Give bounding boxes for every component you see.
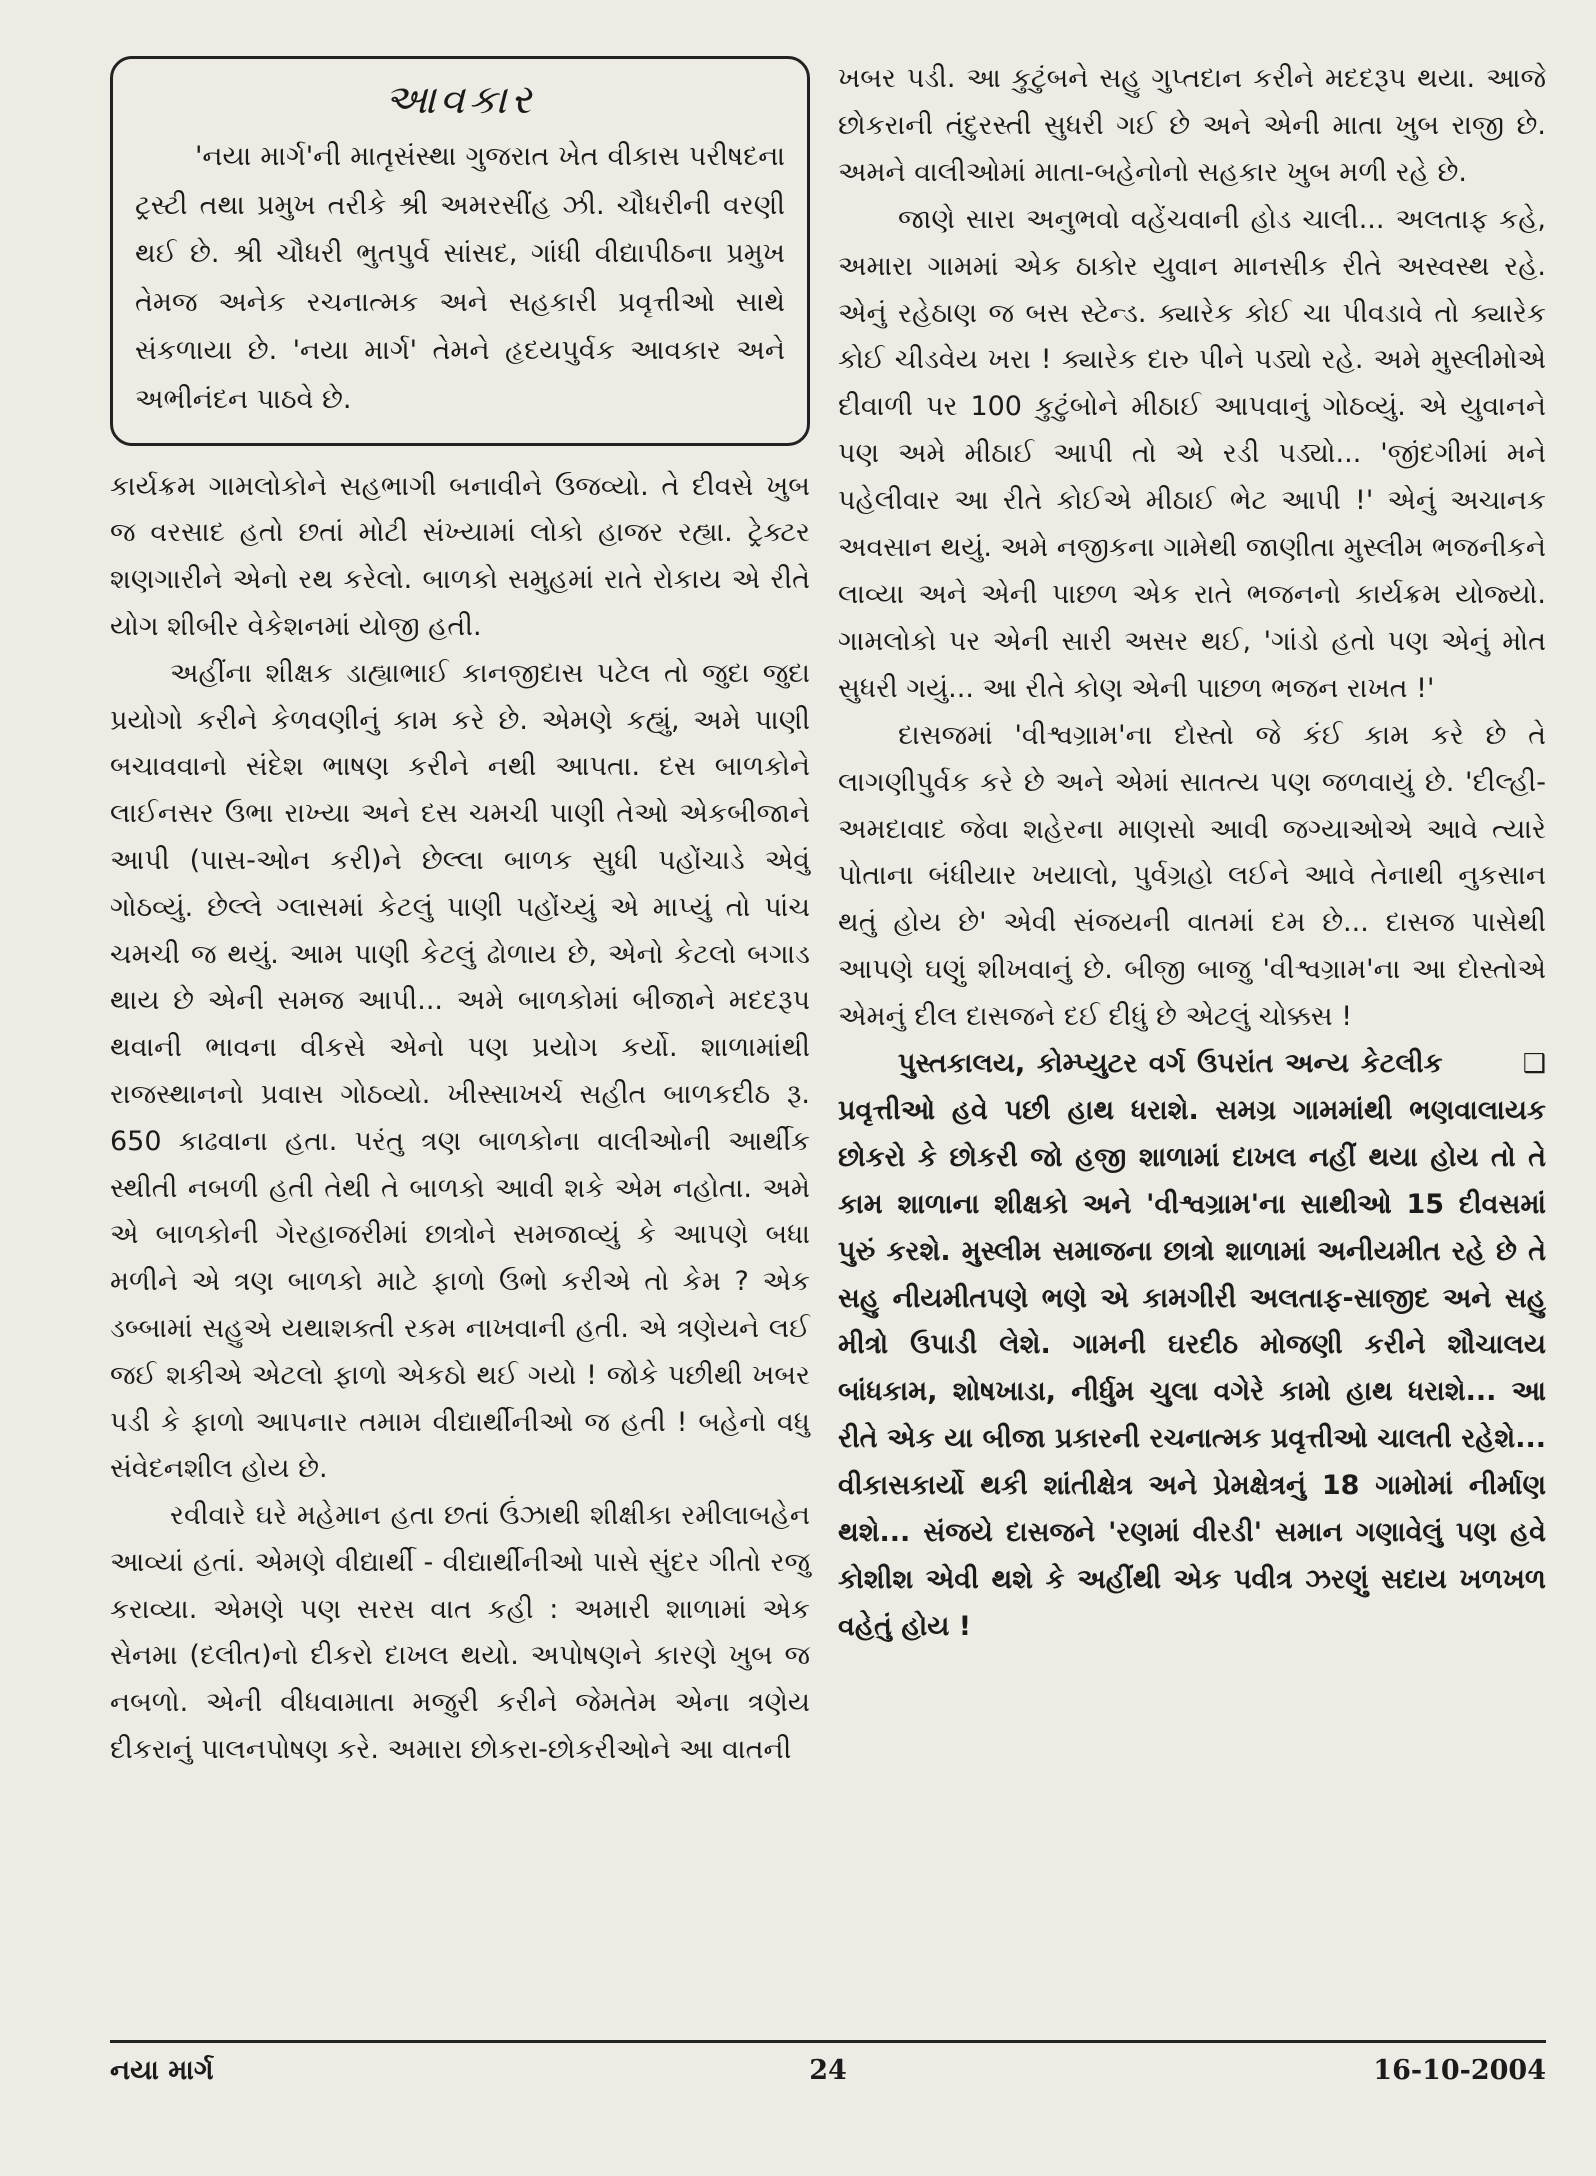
right-paragraph-4 bbox=[838, 1041, 1546, 1651]
right-paragraph-3: દાસજમાં 'વીશ્વગ્રામ'ના દોસ્તો જે કંઈ કામ કરે છે તે લાગણીપુર્વક કરે છે અને એમાં સાતત્ય પણ જળવાયું છે. 'દીલ્હી-અમદાવાદ જેવા શહેરના માણસો આવી જગ્યાઓએ આવે ત્યારે પોતાના બંધીયાર ખયાલો, પુર્વગ્રહો લઈને આવે તેનાથી નુકસાન થતું હોય છે' એવી સંજયની વાતમાં દમ છે... દાસજ પાસેથી આપણે ઘણું શીખવાનું છે. બીજી બાજુ 'વીશ્વગ્રામ'ના આ દોસ્તોએ એમનું દીલ દાસજને દઈ દીધું છે એટલું ચોક્કસ ! bbox=[838, 719, 1546, 1033]
publication-name: નયા માર્ગ bbox=[110, 2055, 214, 2086]
notice-title: આવકાર bbox=[384, 77, 536, 123]
page-number: 24 bbox=[809, 2055, 847, 2086]
right-paragraph-1: ખબર પડી. આ કુટુંબને સહુ ગુપ્તદાન કરીને મદદરૂપ થયા. આજે છોકરાની તંદુરસ્તી સુધરી ગઈ છે અને એની માતા ખુબ રાજી છે. અમને વાલીઓમાં માતા-બહેનોનો સહકાર ખુબ મળી રહે છે. bbox=[838, 63, 1546, 188]
right-paragraph-4-text: પુસ્તકાલય, કોમ્પ્યુટર વર્ગ ઉપરાંત અન્ય કેટલીક પ્રવૃત્તીઓ હવે પછી હાથ ધરાશે. સમગ્ર ગામમાંથી ભણવાલાયક છોકરો કે છોકરી જો હજી શાળામાં દાખલ નહીં થયા હોય તો તે કામ શાળાના શીક્ષકો અને 'વીશ્વગ્રામ'ના સાથીઓ 15 દીવસમાં પુરું કરશે. મુસ્લીમ સમાજના છાત્રો શાળામાં અનીયમીત રહે છે તે સહુ નીયમીતપણે ભણે એ કામગીરી અલતાફ-સાજીદ અને સહુ મીત્રો ઉપાડી લેશે. ગામની ઘરદીઠ મોજણી કરીને શૌચાલય બાંધકામ, શોષખાડા, નીર્ધુમ ચુલા વગેરે કામો હાથ ધરાશે... આ રીતે એક યા બીજા પ્રકારની રચનાત્મક પ્રવૃત્તીઓ ચાલતી રહેશે... વીકાસકાર્યો થકી શાંતીક્ષેત્ર અને પ્રેમક્ષેત્રનું 18 ગામોમાં નીર્માણ થશે... સંજયે દાસજને 'રણમાં વીરડી' સમાન ગણાવેલું પણ હવે કોશીશ એવી થશે કે અહીંથી એક પવીત્ર ઝરણું સદાય ખળખળ વહેતું હોય ! bbox=[838, 1048, 1546, 1642]
left-paragraph-1: કાર્યક્રમ ગામલોકોને સહભાગી બનાવીને ઉજવ્યો. તે દીવસે ખુબ જ વરસાદ હતો છતાં મોટી સંખ્યામાં લોકો હાજર રહ્યા. ટ્રેક્ટર શણગારીને એનો રથ કરેલો. બાળકો સમુહમાં રાતે રોકાય એ રીતે યોગ શીબીર વેકેશનમાં યોજી હતી. bbox=[110, 470, 810, 642]
left-paragraph-3: રવીવારે ઘરે મહેમાન હતા છતાં ઉંઝાથી શીક્ષીકા રમીલાબહેન આવ્યાં હતાં. એમણે વીદ્યાર્થી - વીદ્યાર્થીનીઓ પાસે સુંદર ગીતો રજુ કરાવ્યા. એમણે પણ સરસ વાત કહી : અમારી શાળામાં એક સેનમા (દલીત)નો દીકરો દાખલ થયો. અપોષણને કારણે ખુબ જ નબળો. એની વીધવામાતા મજુરી કરીને જેમતેમ એના ત્રણેય દીકરાનું પાલનપોષણ કરે. અમારા છોકરા-છોકરીઓને આ વાતની bbox=[110, 1500, 810, 1766]
welcome-notice-box bbox=[110, 56, 810, 446]
page-footer bbox=[110, 2040, 1546, 2103]
left-paragraph-2: અહીંના શીક્ષક ડાહ્યાભાઈ કાનજીદાસ પટેલ તો જુદા જુદા પ્રયોગો કરીને કેળવણીનું કામ કરે છે. એમણે કહ્યું, અમે પાણી બચાવવાનો સંદેશ ભાષણ કરીને નથી આપતા. દસ બાળકોને લાઈનસર ઉભા રાખ્યા અને દસ ચમચી પાણી તેઓ એકબીજાને આપી (પાસ-ઓન કરી)ને છેલ્લા બાળક સુધી પહોંચાડે એવું ગોઠવ્યું. છેલ્લે ગ્લાસમાં કેટલું પાણી પહોંચ્યું એ માપ્યું તો પાંચ ચમચી જ થયું. આમ પાણી કેટલું ઢોળાય છે, એનો કેટલો બગાડ થાય છે એની સમજ આપી... અમે બાળકોમાં બીજાને મદદરૂપ થવાની ભાવના વીકસે એનો પણ પ્રયોગ કર્યો. શાળામાંથી રાજસ્થાનનો પ્રવાસ ગોઠવ્યો. ખીસ્સાખર્ચ સહીત બાળકદીઠ રૂ. 650 કાઢવાના હતા. પરંતુ ત્રણ બાળકોના વાલીઓની આર્થીક સ્થીતી નબળી હતી તેથી તે બાળકો આવી શકે એમ નહોતા. અમે એ બાળકોની ગેરહાજરીમાં છાત્રોને સમજાવ્યું કે આપણે બધા મળીને એ ત્રણ બાળકો માટે ફાળો ઉભો કરીએ તો કેમ ? એક ડબ્બામાં સહુએ યથાશક્તી રકમ નાખવાની હતી. એ ત્રણેયને લઈ જઈ શકીએ એટલો ફાળો એકઠો થઈ ગયો ! જોકે પછીથી ખબર પડી કે ફાળો આપનાર તમામ વીદ્યાર્થીનીઓ જ હતી ! બહેનો વધુ સંવેદનશીલ હોય છે. bbox=[110, 657, 810, 1485]
right-paragraph-2: જાણે સારા અનુભવો વહેંચવાની હોડ ચાલી... અલતાફ કહે, અમારા ગામમાં એક ઠાકોર યુવાન માનસીક રીતે અસ્વસ્થ રહે. એનું રહેઠાણ જ બસ સ્ટેન્ડ. ક્યારેક કોઈ ચા પીવડાવે તો ક્યારેક કોઈ ચીડવેય ખરા ! ક્યારેક દારુ પીને પડ્યો રહે. અમે મુસ્લીમોએ દીવાળી પર 100 કુટુંબોને મીઠાઈ આપવાનું ગોઠવ્યું. એ યુવાનને પણ અમે મીઠાઈ આપી તો એ રડી પડ્યો... 'જીંદગીમાં મને પહેલીવાર આ રીતે કોઈએ મીઠાઈ ભેટ આપી !' એનું અચાનક અવસાન થયું. અમે નજીકના ગામેથી જાણીતા મુસ્લીમ ભજનીકને લાવ્યા અને એની પાછળ એક રાતે ભજનનો કાર્યક્રમ યોજ્યો. ગામલોકો પર એની સારી અસર થઈ, 'ગાંડો હતો પણ એનું મોત સુધરી ગયું... આ રીતે કોણ એની પાછળ ભજન રાખત !' bbox=[838, 203, 1546, 704]
notice-text: 'નયા માર્ગ'ની માતૃસંસ્થા ગુજરાત ખેત વીકાસ પરીષદના ટ્રસ્ટી તથા પ્રમુખ તરીકે શ્રી અમરસીંહ ઝી. ચૌધરીની વરણી થઈ છે. શ્રી ચૌધરી ભુતપુર્વ સાંસદ, ગાંધી વીદ્યાપીઠના પ્રમુખ તેમજ અનેક રચનાત્મક અને સહકારી પ્રવૃત્તીઓ સાથે સંકળાયા છે. 'નયા માર્ગ' તેમને હૃદયપુર્વક આવકાર અને અભીનંદન પાઠવે છે. bbox=[135, 141, 785, 415]
left-column bbox=[110, 56, 810, 1774]
issue-date: 16-10-2004 bbox=[1373, 2055, 1546, 2086]
right-column bbox=[838, 56, 1546, 1651]
article-end-mark-icon: ❑ bbox=[1522, 1049, 1546, 1080]
